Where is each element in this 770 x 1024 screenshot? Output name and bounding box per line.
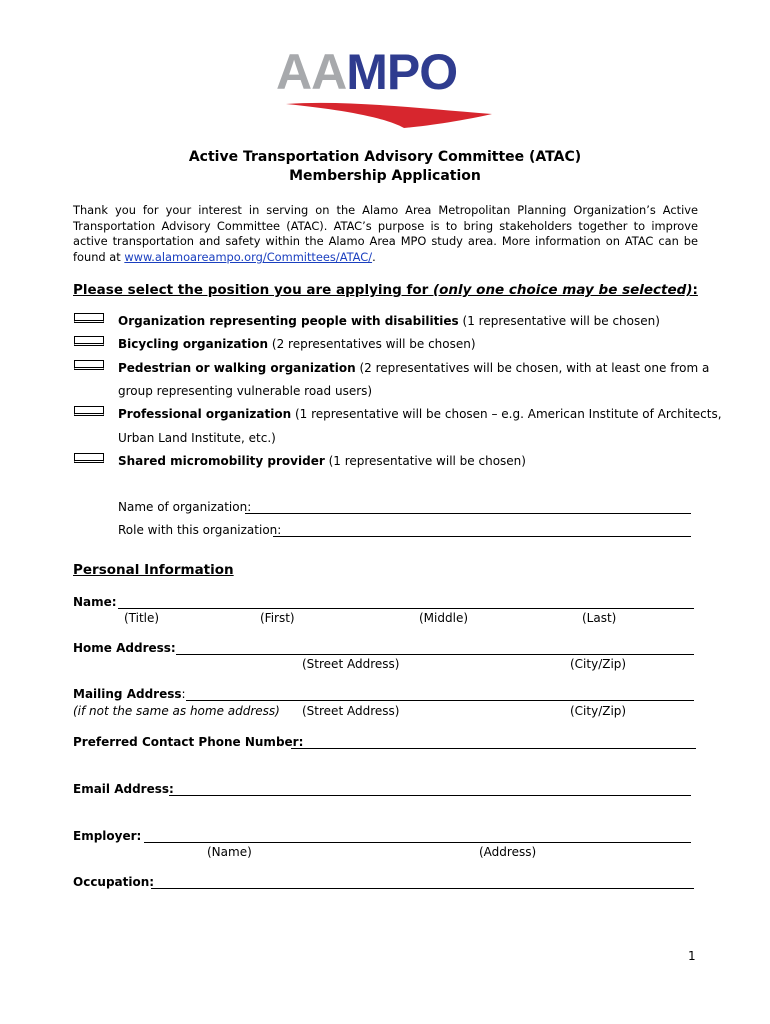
option-professional-continued: Urban Land Institute, etc.)	[118, 431, 276, 445]
occupation-label: Occupation:	[73, 875, 155, 889]
org-role-label: Role with this organization:	[118, 523, 282, 537]
home-address-field[interactable]	[176, 654, 694, 655]
checkbox-professional[interactable]	[74, 406, 104, 416]
personal-info-heading: Personal Information	[73, 562, 234, 578]
option-pedestrian: Pedestrian or walking organization (2 representatives will be chosen, with at least one from a	[118, 361, 710, 375]
org-name-field[interactable]	[245, 513, 691, 514]
name-sub-middle: (Middle)	[419, 611, 469, 625]
home-sub-city: (City/Zip)	[570, 657, 627, 671]
page-number: 1	[688, 949, 696, 963]
page-subtitle: Membership Application	[289, 168, 481, 184]
occupation-field[interactable]	[151, 888, 694, 889]
org-role-field[interactable]	[273, 536, 691, 537]
option-pedestrian-continued: group representing vulnerable road users)	[118, 384, 373, 398]
logo-text-aa: AA	[276, 44, 347, 100]
intro-paragraph	[73, 203, 698, 265]
name-sub-last: (Last)	[582, 611, 617, 625]
logo-swoosh-icon	[276, 44, 496, 130]
intro-end: .	[372, 249, 376, 264]
employer-sub-name: (Name)	[207, 845, 252, 859]
mailing-address-field[interactable]	[186, 700, 694, 701]
logo-text-mpo: MPO	[346, 44, 458, 100]
name-sub-first: (First)	[260, 611, 295, 625]
position-heading: Please select the position you are applying for (only one choice may be selected):	[73, 282, 698, 298]
mailing-sub-city: (City/Zip)	[570, 704, 627, 718]
phone-label: Preferred Contact Phone Number:	[73, 735, 304, 749]
intro-text: Thank you for your interest in serving on the Alamo Area Metropolitan Planning Organization’s Active Transportation Advisory Committee (ATAC). ATAC’s purpose is to bring stakeholders together to improve active transportation and safety within the Alamo Area MPO study area. More information on ATAC can be found at	[73, 203, 698, 264]
aampo-logo	[276, 44, 496, 130]
employer-field[interactable]	[144, 842, 691, 843]
email-label: Email Address:	[73, 782, 174, 796]
name-sub-title: (Title)	[124, 611, 160, 625]
atac-link[interactable]: www.alamoareampo.org/Committees/ATAC/	[124, 249, 373, 264]
org-name-label: Name of organization:	[118, 500, 252, 514]
checkbox-pedestrian[interactable]	[74, 360, 104, 370]
home-sub-street: (Street Address)	[302, 657, 400, 671]
name-label: Name:	[73, 595, 117, 609]
position-heading-note: (only one choice may be selected)	[432, 282, 693, 298]
checkbox-micromobility[interactable]	[74, 453, 104, 463]
home-address-label: Home Address:	[73, 641, 176, 655]
checkbox-disabilities[interactable]	[74, 313, 104, 323]
option-bicycling: Bicycling organization (2 representatives will be chosen)	[118, 337, 476, 351]
option-disabilities: Organization representing people with disabilities (1 representative will be chosen)	[118, 314, 660, 328]
mailing-sub-street: (Street Address)	[302, 704, 400, 718]
employer-sub-address: (Address)	[479, 845, 537, 859]
page-title: Active Transportation Advisory Committee (ATAC)	[188, 149, 582, 165]
mailing-note: (if not the same as home address)	[73, 704, 280, 718]
name-field[interactable]	[118, 608, 694, 609]
option-professional: Professional organization (1 representative will be chosen – e.g. American Institute of Architects,	[118, 407, 722, 421]
mailing-address-label: Mailing Address:	[73, 687, 186, 701]
checkbox-bicycling[interactable]	[74, 336, 104, 346]
email-field[interactable]	[169, 795, 691, 796]
phone-field[interactable]	[291, 748, 696, 749]
employer-label: Employer:	[73, 829, 142, 843]
option-micromobility: Shared micromobility provider (1 representative will be chosen)	[118, 454, 526, 468]
